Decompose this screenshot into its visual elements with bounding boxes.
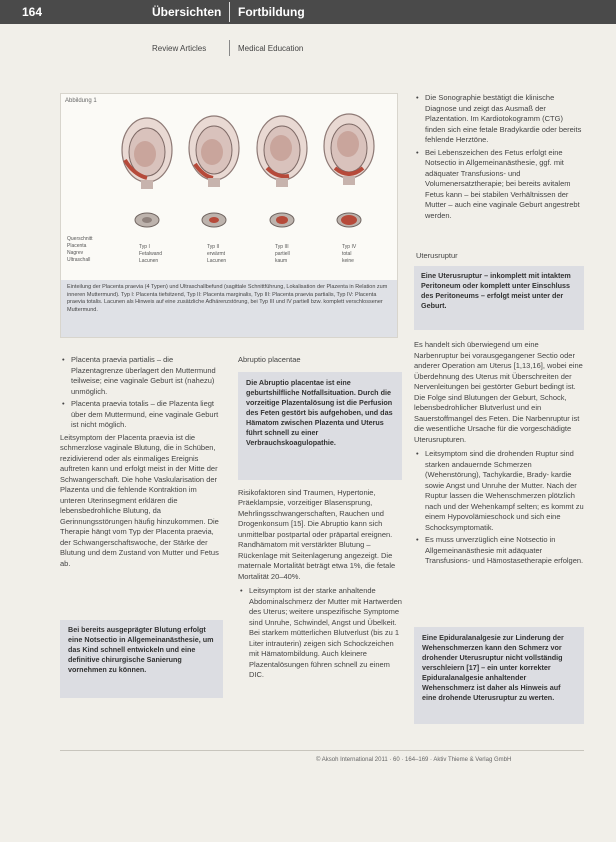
section-title-right: Fortbildung bbox=[238, 5, 305, 19]
body-paragraph: Risikofaktoren sind Traumen, Hypertonie, Präeklampsie, vorzeitiger Blasensprung, Mehrlingsschwangerschaften, Rauchen und Drogenkonsum [15]. Die Abruptio kann sich unmittelbar postpartal oder präpartal ereignen. Randhämatom mit verstärkter Blutung – Rückenlage mit Seitenlagerung angezeigt. Die maternale Mortalität beträgt etwa 1%, die fetale Mortalität 20–40%. bbox=[238, 487, 396, 581]
header-divider bbox=[229, 2, 230, 22]
figure-legend bbox=[67, 236, 93, 264]
column-cell: Typ II bbox=[207, 244, 220, 250]
section-title-left: Übersichten bbox=[152, 5, 222, 19]
section-heading-abruptio: Abruptio placentae bbox=[238, 355, 301, 364]
section-heading-uterusruptur: Uterusruptur bbox=[416, 251, 458, 260]
list-item: • Die Sonographie bestätigt die klinische Diagnose und zeigt das Ausmaß der Plazentation. Im Kardiotokogramm (CTG) finden sich eine fetale Bradykardie oder bereits fehlende Herztöne. bbox=[414, 93, 584, 146]
uterus-type-2 bbox=[189, 116, 239, 187]
list-item: • Bei Lebenszeichen des Fetus erfolgt eine Notsectio in Allgemeinanästhesie, ggf. mit adäquater Transfusions- und Volumenersatztherapie; bei bereits avitalem Fetus kann – bei stabilen Verhältnissen der Mutter – auch eine vaginale Geburt angestrebt werden. bbox=[414, 148, 584, 222]
column-cell: Typ I bbox=[139, 244, 150, 250]
middle-column bbox=[238, 355, 402, 683]
figure-caption: Einteilung der Placenta praevia (4 Typen) und Ultraschallbefund (sagittale Schnittführung, Lokalisation der Plazenta in Relation zum inneren Muttermund). Typ I: Placenta tiefsitzend, Typ II: Placenta marginalis, Typ III: Placenta praevia partialis, Typ IV: Placenta praevia totalis. Lacunen als Hinweis auf eine zusätzliche Adhärenzstörung, bei Typ III und IV partiell bzw. komplett verschlossener Muttermund. bbox=[61, 280, 397, 337]
list-item: • Placenta praevia totalis – die Plazenta liegt über dem Muttermund, eine vaginale Geburt ist nicht möglich. bbox=[60, 399, 223, 431]
column-cell: kaum bbox=[275, 258, 288, 264]
subheader-divider bbox=[229, 40, 230, 56]
figure-column-type-4 bbox=[342, 244, 356, 265]
uterus-type-1 bbox=[122, 118, 172, 189]
right-column-top bbox=[414, 93, 584, 223]
subheader-left: Review Articles bbox=[152, 44, 207, 53]
list-item: • Leitsymptom sind die drohenden Ruptur sind starken andauernde Schmerzen (Wehenstörung), Tachykardie, Brady- kardie sowie Angst und Unruhe der Mutter. Nach der Ruptur lassen die Wehenschmerzen plötzlich nach und der Wehenkampf selten; es kommt zu einem Hypovolämieschock und sich eine Schocksymptomatik. bbox=[414, 449, 584, 533]
key-message-box: Bei bereits ausgeprägter Blutung erfolgt eine Notsectio in Allgemeinanästhesie, um das Kind schnell entwickeln und eine definitive chirurgische Sanierung vornehmen zu können. bbox=[60, 620, 223, 698]
footer-divider bbox=[60, 750, 584, 751]
column-cell: partiell bbox=[275, 251, 290, 257]
key-message-box: Eine Epiduralanalgesie zur Linderung der Wehenschmerzen kann den Schmerz vor drohender Uterusruptur nicht vollständig verschleiern [17] – ein unter korrekter Epiduralanalgesie anhaltender Wehenschmerz ist daher als Hinweis auf eine drohende Uterusruptur zu werten. bbox=[414, 627, 584, 724]
list-item: • Leitsymptom ist der starke anhaltende Abdominalschmerz der Mutter mit Hartwerden des Uterus; weitere unspezifische Symptome sind Unruhe, Schwindel, Angst und Übelkeit. Bei starkem mütterlichen Blutverlust (bis zu 1 Liter intrauterin) zeigen sich Schockzeichen mit Hämatombildung. Auch kleinere Plazentalösungen führen schnell zu einem DIC. bbox=[238, 586, 402, 681]
right-column-bottom bbox=[414, 340, 584, 569]
body-paragraph: Es handelt sich überwiegend um eine Narbenruptur bei vorausgegangener Sectio oder anderer Operation am Uterus [1,13,16], wobei eine Überdehnung des Uterus mit Überschreiten der Nervenleitungen bei gestörter Geburt bedingt ist. Die Folge sind Blutungen der Geburt, Schock, lebensbedrohlicher Blutverlust und ein Sauerstoffmangel des Feten. Die Narbenruptur ist die wesentliche Ursache für die vorgeschädigte Uterusrupturen. bbox=[414, 340, 583, 444]
legend-label: Nagrev bbox=[67, 250, 84, 256]
legend-label: Querschnitt bbox=[67, 236, 93, 242]
subheader-right: Medical Education bbox=[238, 44, 304, 53]
uterus-illustrations bbox=[61, 102, 397, 237]
body-paragraph: Leitsymptom der Placenta praevia ist die schmerzlose vaginale Blutung, die in Schüben, rezidivierend oder als einmaliges Ereignis auftreten kann und erfolgt meist in der Mitte der Schwangerschaft. Die hohe Vaskularisation der Plazenta und die fehlende Kontraktion im unteren Uterinsegment erklären die lebensbedrohliche Blutung, da Gerinnungsstörungen häufig hinzukommen. Die Therapie hängt vom Typ der Placenta praevia, der Schwangerschaftswoche, der Stärke der Blutung und dem Zustand von Mutter und Fetus ab. bbox=[60, 432, 219, 568]
key-message-box: Die Abruptio placentae ist eine geburtshilfliche Notfallsituation. Durch die vorzeitige Plazentalösung ist die Perfusion des Feten gestört bis aufgehoben, und das Hämatom zwischen Plazenta und Uterus führt schnell zu einer Verbrauchskoagulopathie. bbox=[238, 372, 402, 480]
uterus-type-4 bbox=[324, 114, 374, 185]
legend-label: Ultraschall bbox=[67, 257, 91, 263]
figure-label: Abbildung 1 bbox=[65, 98, 97, 104]
list-item: • Placenta praevia partialis – die Plazentagrenze überlagert den Muttermund teilweise; eine vaginale Geburt ist (nahezu) unmöglich. bbox=[60, 355, 223, 397]
figure-column-type-1 bbox=[139, 244, 162, 265]
column-cell: Lacunen bbox=[139, 258, 159, 264]
column-cell: Typ III bbox=[275, 244, 289, 250]
footer-citation: © Aksoh International 2011 · 60 · 164–169 · Aktiv Thieme & Verlag GmbH bbox=[316, 757, 512, 763]
column-cell: Typ IV bbox=[342, 244, 357, 250]
column-cell: Fetalwand bbox=[139, 251, 163, 257]
uterus-type-3 bbox=[257, 116, 307, 187]
column-cell: Lacunen bbox=[207, 258, 227, 264]
header-bar bbox=[0, 0, 616, 24]
key-message-box: Eine Uterusruptur – inkomplett mit intaktem Peritoneum oder komplett unter Einschluss des Peritoneums – erfolgt meist unter der Geburt. bbox=[414, 266, 584, 330]
figure-column-type-3 bbox=[275, 244, 290, 265]
figure-column-type-2 bbox=[207, 244, 226, 265]
column-cell: erwärmt bbox=[207, 251, 226, 257]
cross-section-row bbox=[135, 213, 361, 227]
column-cell: total bbox=[342, 251, 352, 257]
legend-label: Placenta bbox=[67, 243, 87, 249]
page-number: 164 bbox=[22, 5, 43, 19]
figure-placenta-types bbox=[60, 93, 398, 338]
left-column bbox=[60, 355, 223, 573]
column-cell: keine bbox=[342, 258, 354, 264]
list-item: • Es muss unverzüglich eine Notsectio in Allgemeinanästhesie mit adäquater Transfusions- und Hämostasetherapie erfolgen. bbox=[414, 535, 584, 567]
